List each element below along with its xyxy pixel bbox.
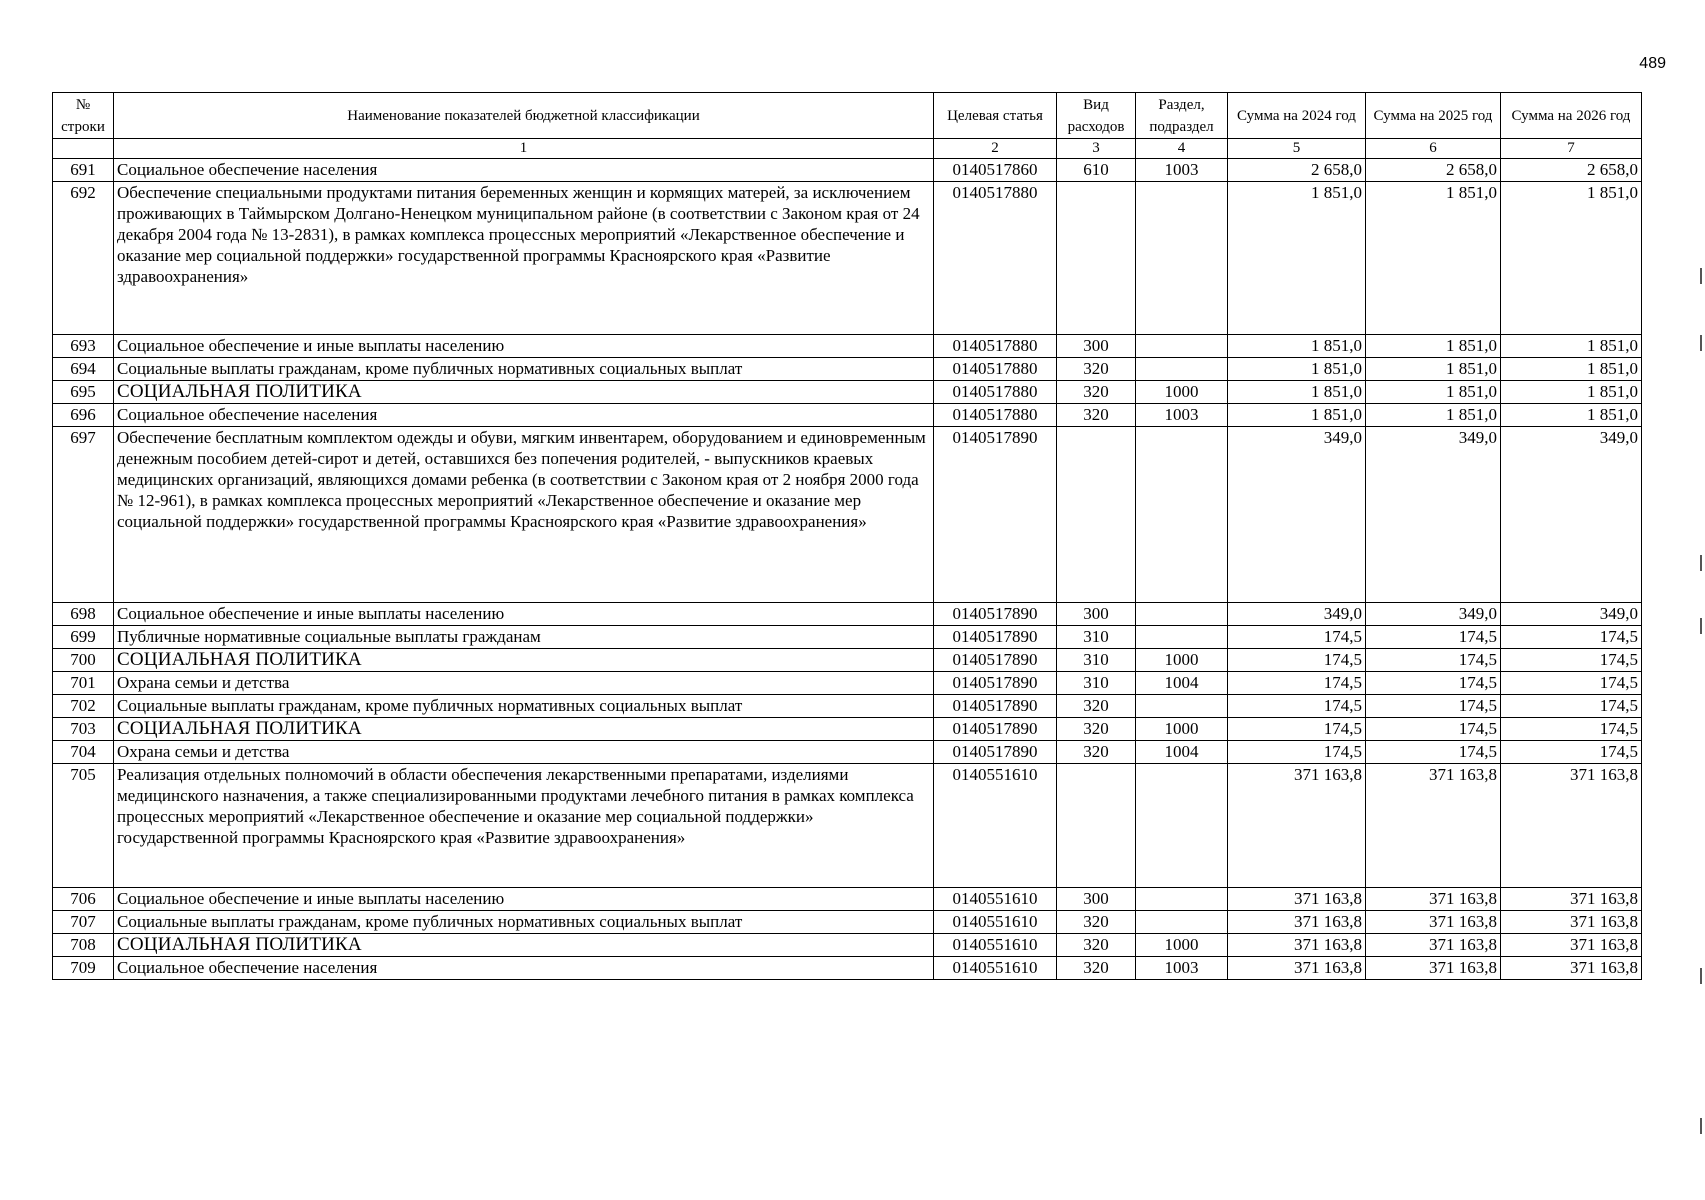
target-article-cell: 0140517890 bbox=[934, 695, 1057, 718]
indicator-name-cell: Социальные выплаты гражданам, кроме публичных нормативных социальных выплат bbox=[114, 358, 934, 381]
header-section: Раздел, подраздел bbox=[1136, 93, 1228, 139]
sum-2025-cell: 371 163,8 bbox=[1366, 911, 1501, 934]
sum-2026-cell: 371 163,8 bbox=[1501, 911, 1642, 934]
sum-2025-cell: 371 163,8 bbox=[1366, 764, 1501, 888]
target-article-cell: 0140517890 bbox=[934, 603, 1057, 626]
margin-mark bbox=[1700, 268, 1702, 284]
row-number-cell: 693 bbox=[53, 335, 114, 358]
table-row bbox=[53, 957, 1642, 980]
section-cell: 1004 bbox=[1136, 672, 1228, 695]
sum-2025-cell: 371 163,8 bbox=[1366, 934, 1501, 957]
sum-2026-cell: 371 163,8 bbox=[1501, 764, 1642, 888]
sum-2025-cell: 1 851,0 bbox=[1366, 358, 1501, 381]
expense-type-cell bbox=[1057, 427, 1136, 603]
indicator-name-cell: СОЦИАЛЬНАЯ ПОЛИТИКА bbox=[114, 718, 934, 741]
indicator-name-cell: Социальное обеспечение и иные выплаты населению bbox=[114, 335, 934, 358]
table-row bbox=[53, 764, 1642, 888]
table-row bbox=[53, 718, 1642, 741]
sum-2024-cell: 1 851,0 bbox=[1228, 404, 1366, 427]
expense-type-cell: 320 bbox=[1057, 934, 1136, 957]
column-number: 6 bbox=[1366, 139, 1501, 159]
sum-2025-cell: 371 163,8 bbox=[1366, 888, 1501, 911]
row-number-cell: 699 bbox=[53, 626, 114, 649]
expense-type-cell bbox=[1057, 764, 1136, 888]
column-number-blank bbox=[53, 139, 114, 159]
expense-type-cell: 320 bbox=[1057, 957, 1136, 980]
expense-type-cell: 320 bbox=[1057, 381, 1136, 404]
indicator-name-cell: СОЦИАЛЬНАЯ ПОЛИТИКА bbox=[114, 934, 934, 957]
section-cell: 1000 bbox=[1136, 381, 1228, 404]
target-article-cell: 0140551610 bbox=[934, 888, 1057, 911]
margin-mark bbox=[1700, 968, 1702, 984]
section-cell bbox=[1136, 911, 1228, 934]
sum-2025-cell: 1 851,0 bbox=[1366, 381, 1501, 404]
indicator-name-cell: СОЦИАЛЬНАЯ ПОЛИТИКА bbox=[114, 649, 934, 672]
table-row bbox=[53, 404, 1642, 427]
sum-2025-cell: 2 658,0 bbox=[1366, 159, 1501, 182]
sum-2025-cell: 174,5 bbox=[1366, 649, 1501, 672]
target-article-cell: 0140517880 bbox=[934, 358, 1057, 381]
sum-2025-cell: 174,5 bbox=[1366, 741, 1501, 764]
section-cell bbox=[1136, 335, 1228, 358]
indicator-name-cell: Реализация отдельных полномочий в области обеспечения лекарственными препаратами, изделиями медицинского назначения, а также специализированными продуктами лечебного питания в рамках комплекса процессных мероприятий «Лекарственное обеспечение и оказание мер социальной поддержки» государственной программы Красноярского края «Развитие здравоохранения» bbox=[114, 764, 934, 888]
table-row bbox=[53, 626, 1642, 649]
sum-2025-cell: 1 851,0 bbox=[1366, 404, 1501, 427]
expense-type-cell: 320 bbox=[1057, 358, 1136, 381]
sum-2026-cell: 174,5 bbox=[1501, 626, 1642, 649]
sum-2024-cell: 1 851,0 bbox=[1228, 381, 1366, 404]
row-number-cell: 701 bbox=[53, 672, 114, 695]
target-article-cell: 0140517880 bbox=[934, 381, 1057, 404]
table-row bbox=[53, 358, 1642, 381]
sum-2024-cell: 2 658,0 bbox=[1228, 159, 1366, 182]
section-cell bbox=[1136, 358, 1228, 381]
row-number-cell: 703 bbox=[53, 718, 114, 741]
page-number: 489 bbox=[1639, 55, 1666, 72]
table-row bbox=[53, 427, 1642, 603]
budget-table bbox=[52, 92, 1642, 980]
sum-2025-cell: 174,5 bbox=[1366, 695, 1501, 718]
expense-type-cell: 300 bbox=[1057, 603, 1136, 626]
indicator-name-cell: Охрана семьи и детства bbox=[114, 672, 934, 695]
sum-2026-cell: 349,0 bbox=[1501, 427, 1642, 603]
sum-2025-cell: 174,5 bbox=[1366, 672, 1501, 695]
sum-2026-cell: 1 851,0 bbox=[1501, 182, 1642, 335]
table-row bbox=[53, 182, 1642, 335]
row-number-cell: 708 bbox=[53, 934, 114, 957]
section-cell bbox=[1136, 603, 1228, 626]
table-row bbox=[53, 888, 1642, 911]
indicator-name-cell: Обеспечение бесплатным комплектом одежды и обуви, мягким инвентарем, оборудованием и единовременным денежным пособием детей-сирот и детей, оставшихся без попечения родителей, - выпускников краевых медицинских организаций, являющихся домами ребенка (в соответствии с Законом края от 2 ноября 2000 года № 12-961), в рамках комплекса процессных мероприятий «Лекарственное обеспечение и оказание мер социальной поддержки» государственной программы Красноярского края «Развитие здравоохранения» bbox=[114, 427, 934, 603]
sum-2026-cell: 371 163,8 bbox=[1501, 934, 1642, 957]
section-cell bbox=[1136, 427, 1228, 603]
expense-type-cell: 320 bbox=[1057, 404, 1136, 427]
sum-2024-cell: 371 163,8 bbox=[1228, 934, 1366, 957]
table-header bbox=[53, 93, 1642, 159]
table-row bbox=[53, 934, 1642, 957]
sum-2024-cell: 1 851,0 bbox=[1228, 358, 1366, 381]
sum-2026-cell: 1 851,0 bbox=[1501, 381, 1642, 404]
header-sum-2025: Сумма на 2025 год bbox=[1366, 93, 1501, 139]
row-number-cell: 692 bbox=[53, 182, 114, 335]
table-row bbox=[53, 672, 1642, 695]
row-number-cell: 702 bbox=[53, 695, 114, 718]
expense-type-cell: 300 bbox=[1057, 335, 1136, 358]
target-article-cell: 0140551610 bbox=[934, 957, 1057, 980]
row-number-cell: 691 bbox=[53, 159, 114, 182]
row-number-cell: 705 bbox=[53, 764, 114, 888]
sum-2024-cell: 174,5 bbox=[1228, 649, 1366, 672]
sum-2025-cell: 1 851,0 bbox=[1366, 182, 1501, 335]
indicator-name-cell: Социальное обеспечение и иные выплаты населению bbox=[114, 888, 934, 911]
sum-2025-cell: 349,0 bbox=[1366, 427, 1501, 603]
target-article-cell: 0140517890 bbox=[934, 672, 1057, 695]
row-number-cell: 694 bbox=[53, 358, 114, 381]
header-indicator-name: Наименование показателей бюджетной классификации bbox=[114, 93, 934, 139]
section-cell: 1000 bbox=[1136, 718, 1228, 741]
header-target-article: Целевая статья bbox=[934, 93, 1057, 139]
column-number: 2 bbox=[934, 139, 1057, 159]
sum-2024-cell: 349,0 bbox=[1228, 427, 1366, 603]
table-row bbox=[53, 649, 1642, 672]
section-cell: 1003 bbox=[1136, 404, 1228, 427]
sum-2024-cell: 174,5 bbox=[1228, 741, 1366, 764]
expense-type-cell: 320 bbox=[1057, 718, 1136, 741]
table-row bbox=[53, 603, 1642, 626]
column-number: 1 bbox=[114, 139, 934, 159]
sum-2026-cell: 1 851,0 bbox=[1501, 335, 1642, 358]
column-number: 7 bbox=[1501, 139, 1642, 159]
row-number-cell: 707 bbox=[53, 911, 114, 934]
sum-2026-cell: 1 851,0 bbox=[1501, 358, 1642, 381]
header-row-number: № строки bbox=[53, 93, 114, 139]
expense-type-cell: 310 bbox=[1057, 672, 1136, 695]
margin-mark bbox=[1700, 618, 1702, 634]
row-number-cell: 706 bbox=[53, 888, 114, 911]
target-article-cell: 0140551610 bbox=[934, 764, 1057, 888]
section-cell bbox=[1136, 626, 1228, 649]
section-cell: 1003 bbox=[1136, 159, 1228, 182]
sum-2024-cell: 174,5 bbox=[1228, 672, 1366, 695]
sum-2026-cell: 371 163,8 bbox=[1501, 888, 1642, 911]
expense-type-cell: 320 bbox=[1057, 741, 1136, 764]
section-cell bbox=[1136, 888, 1228, 911]
expense-type-cell: 610 bbox=[1057, 159, 1136, 182]
table-row bbox=[53, 335, 1642, 358]
sum-2026-cell: 174,5 bbox=[1501, 695, 1642, 718]
target-article-cell: 0140517860 bbox=[934, 159, 1057, 182]
margin-mark bbox=[1700, 555, 1702, 571]
expense-type-cell: 320 bbox=[1057, 911, 1136, 934]
margin-mark bbox=[1700, 1118, 1702, 1134]
sum-2024-cell: 371 163,8 bbox=[1228, 764, 1366, 888]
target-article-cell: 0140517890 bbox=[934, 626, 1057, 649]
sum-2025-cell: 1 851,0 bbox=[1366, 335, 1501, 358]
row-number-cell: 709 bbox=[53, 957, 114, 980]
row-number-cell: 704 bbox=[53, 741, 114, 764]
sum-2024-cell: 174,5 bbox=[1228, 718, 1366, 741]
expense-type-cell: 310 bbox=[1057, 626, 1136, 649]
sum-2024-cell: 371 163,8 bbox=[1228, 957, 1366, 980]
section-cell: 1000 bbox=[1136, 934, 1228, 957]
sum-2026-cell: 2 658,0 bbox=[1501, 159, 1642, 182]
sum-2024-cell: 1 851,0 bbox=[1228, 182, 1366, 335]
sum-2026-cell: 1 851,0 bbox=[1501, 404, 1642, 427]
sum-2026-cell: 174,5 bbox=[1501, 672, 1642, 695]
section-cell: 1004 bbox=[1136, 741, 1228, 764]
indicator-name-cell: Публичные нормативные социальные выплаты гражданам bbox=[114, 626, 934, 649]
section-cell bbox=[1136, 764, 1228, 888]
sum-2025-cell: 371 163,8 bbox=[1366, 957, 1501, 980]
column-number: 5 bbox=[1228, 139, 1366, 159]
sum-2024-cell: 174,5 bbox=[1228, 695, 1366, 718]
sum-2026-cell: 174,5 bbox=[1501, 649, 1642, 672]
row-number-cell: 696 bbox=[53, 404, 114, 427]
target-article-cell: 0140551610 bbox=[934, 911, 1057, 934]
expense-type-cell: 310 bbox=[1057, 649, 1136, 672]
column-number-row bbox=[53, 139, 1642, 159]
target-article-cell: 0140517890 bbox=[934, 649, 1057, 672]
indicator-name-cell: СОЦИАЛЬНАЯ ПОЛИТИКА bbox=[114, 381, 934, 404]
sum-2024-cell: 174,5 bbox=[1228, 626, 1366, 649]
sum-2025-cell: 349,0 bbox=[1366, 603, 1501, 626]
sum-2025-cell: 174,5 bbox=[1366, 626, 1501, 649]
section-cell bbox=[1136, 695, 1228, 718]
column-number: 3 bbox=[1057, 139, 1136, 159]
sum-2026-cell: 349,0 bbox=[1501, 603, 1642, 626]
expense-type-cell: 300 bbox=[1057, 888, 1136, 911]
section-cell: 1000 bbox=[1136, 649, 1228, 672]
indicator-name-cell: Социальные выплаты гражданам, кроме публичных нормативных социальных выплат bbox=[114, 695, 934, 718]
indicator-name-cell: Социальное обеспечение населения bbox=[114, 404, 934, 427]
target-article-cell: 0140517890 bbox=[934, 741, 1057, 764]
column-number: 4 bbox=[1136, 139, 1228, 159]
table-row bbox=[53, 159, 1642, 182]
table-row bbox=[53, 911, 1642, 934]
margin-mark bbox=[1700, 335, 1702, 351]
sum-2024-cell: 371 163,8 bbox=[1228, 911, 1366, 934]
indicator-name-cell: Охрана семьи и детства bbox=[114, 741, 934, 764]
target-article-cell: 0140517890 bbox=[934, 718, 1057, 741]
target-article-cell: 0140517880 bbox=[934, 182, 1057, 335]
row-number-cell: 697 bbox=[53, 427, 114, 603]
indicator-name-cell: Обеспечение специальными продуктами питания беременных женщин и кормящих матерей, за исключением проживающих в Таймырском Долгано-Ненецком муниципальном районе (в соответствии с Законом края от 24 декабря 2004 года № 13-2831), в рамках комплекса процессных мероприятий «Лекарственное обеспечение и оказание мер социальной поддержки» государственной программы Красноярского края «Развитие здравоохранения» bbox=[114, 182, 934, 335]
sum-2025-cell: 174,5 bbox=[1366, 718, 1501, 741]
table-row bbox=[53, 695, 1642, 718]
row-number-cell: 700 bbox=[53, 649, 114, 672]
table-row bbox=[53, 381, 1642, 404]
indicator-name-cell: Социальное обеспечение населения bbox=[114, 957, 934, 980]
header-sum-2026: Сумма на 2026 год bbox=[1501, 93, 1642, 139]
sum-2024-cell: 371 163,8 bbox=[1228, 888, 1366, 911]
table-row bbox=[53, 741, 1642, 764]
indicator-name-cell: Социальные выплаты гражданам, кроме публичных нормативных социальных выплат bbox=[114, 911, 934, 934]
sum-2026-cell: 371 163,8 bbox=[1501, 957, 1642, 980]
row-number-cell: 695 bbox=[53, 381, 114, 404]
indicator-name-cell: Социальное обеспечение и иные выплаты населению bbox=[114, 603, 934, 626]
header-expense-type: Вид расходов bbox=[1057, 93, 1136, 139]
sum-2024-cell: 349,0 bbox=[1228, 603, 1366, 626]
sum-2026-cell: 174,5 bbox=[1501, 741, 1642, 764]
target-article-cell: 0140517890 bbox=[934, 427, 1057, 603]
target-article-cell: 0140551610 bbox=[934, 934, 1057, 957]
row-number-cell: 698 bbox=[53, 603, 114, 626]
header-sum-2024: Сумма на 2024 год bbox=[1228, 93, 1366, 139]
section-cell bbox=[1136, 182, 1228, 335]
sum-2026-cell: 174,5 bbox=[1501, 718, 1642, 741]
indicator-name-cell: Социальное обеспечение населения bbox=[114, 159, 934, 182]
target-article-cell: 0140517880 bbox=[934, 335, 1057, 358]
expense-type-cell: 320 bbox=[1057, 695, 1136, 718]
expense-type-cell bbox=[1057, 182, 1136, 335]
target-article-cell: 0140517880 bbox=[934, 404, 1057, 427]
sum-2024-cell: 1 851,0 bbox=[1228, 335, 1366, 358]
section-cell: 1003 bbox=[1136, 957, 1228, 980]
table-body bbox=[53, 159, 1642, 980]
